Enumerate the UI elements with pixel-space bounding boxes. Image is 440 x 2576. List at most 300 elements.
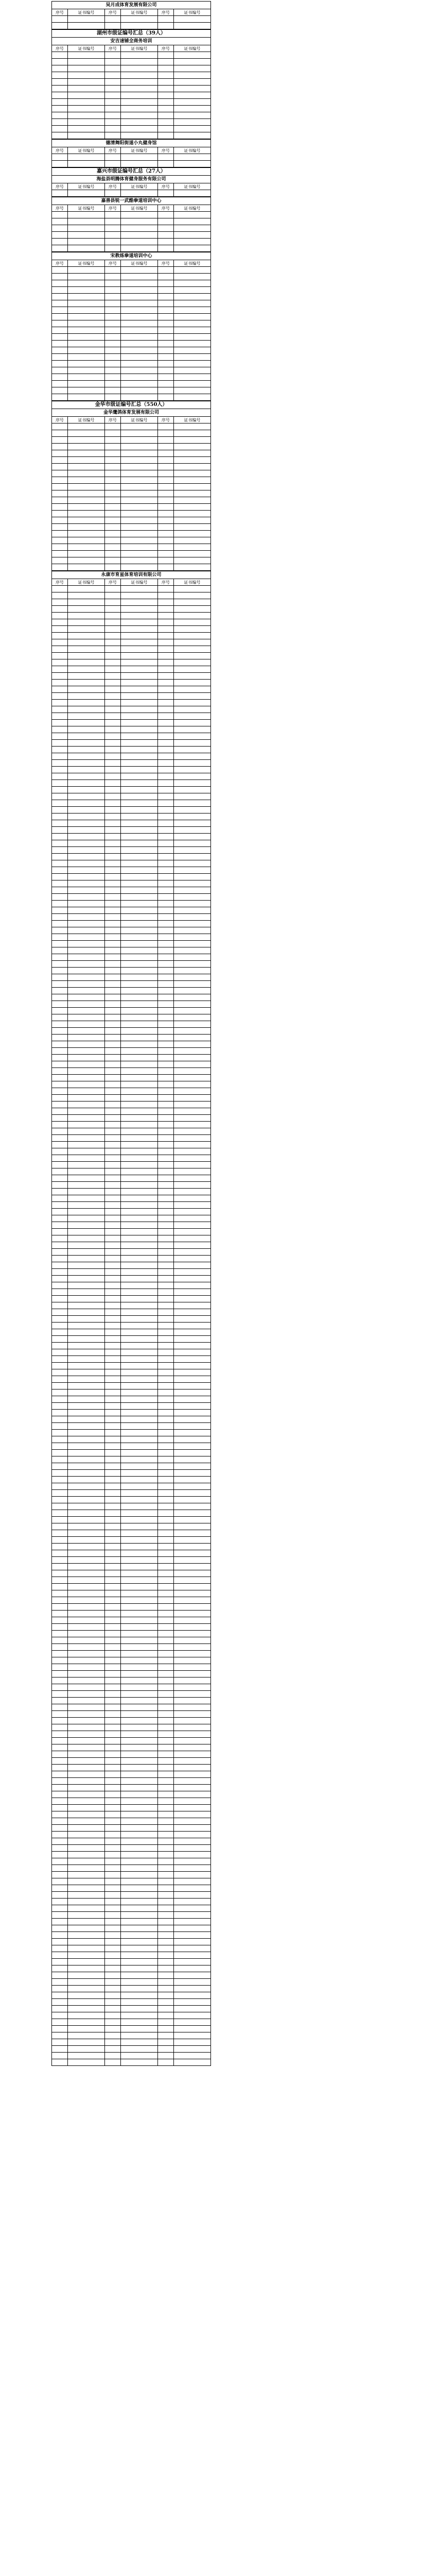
certificate-number bbox=[173, 1765, 210, 1771]
row-number bbox=[157, 484, 173, 490]
row-number bbox=[52, 700, 68, 706]
row-number bbox=[52, 1791, 68, 1798]
certificate-number bbox=[120, 894, 157, 901]
row-number bbox=[52, 1825, 68, 1832]
certificate-number bbox=[173, 86, 210, 92]
row-number bbox=[52, 1115, 68, 1122]
table-row bbox=[52, 2006, 211, 2012]
row-number bbox=[157, 1932, 173, 1939]
row-number bbox=[157, 347, 173, 354]
certificate-number bbox=[173, 1691, 210, 1698]
row-number bbox=[104, 2046, 120, 2053]
table-row bbox=[52, 1383, 211, 1389]
row-number bbox=[104, 1202, 120, 1209]
certificate-number bbox=[120, 1490, 157, 1497]
certificate-number bbox=[120, 450, 157, 457]
table-header-row bbox=[52, 9, 211, 16]
certificate-number bbox=[67, 1925, 104, 1932]
row-number bbox=[157, 374, 173, 381]
certificate-number bbox=[67, 387, 104, 394]
certificate-number bbox=[173, 1276, 210, 1282]
row-number bbox=[157, 1899, 173, 1905]
row-number bbox=[104, 119, 120, 126]
certificate-number bbox=[173, 1617, 210, 1624]
row-number bbox=[104, 1698, 120, 1704]
row-number bbox=[104, 511, 120, 517]
certificate-number bbox=[67, 504, 104, 511]
certificate-number bbox=[67, 1309, 104, 1316]
row-number bbox=[52, 1570, 68, 1577]
column-header-no: 序号 bbox=[52, 205, 68, 212]
table-row bbox=[52, 1731, 211, 1738]
row-number bbox=[104, 1517, 120, 1523]
certificate-number bbox=[67, 1349, 104, 1356]
certificate-number bbox=[67, 1202, 104, 1209]
table-row bbox=[52, 161, 211, 167]
row-number bbox=[157, 1490, 173, 1497]
certificate-number bbox=[120, 1631, 157, 1637]
table-row bbox=[52, 367, 211, 374]
row-number bbox=[52, 464, 68, 470]
certificate-number bbox=[67, 1115, 104, 1122]
certificate-number bbox=[173, 212, 210, 218]
certificate-number bbox=[173, 274, 210, 280]
certificate-number bbox=[67, 470, 104, 477]
certificate-number bbox=[120, 1202, 157, 1209]
certificate-number bbox=[120, 341, 157, 347]
certificate-number bbox=[173, 1738, 210, 1744]
row-number bbox=[52, 274, 68, 280]
certificate-number bbox=[120, 564, 157, 571]
certificate-number bbox=[67, 1289, 104, 1296]
certificate-number bbox=[67, 1811, 104, 1818]
certificate-number bbox=[67, 1450, 104, 1456]
row-number bbox=[52, 1242, 68, 1249]
row-number bbox=[157, 1651, 173, 1657]
table-row bbox=[52, 2046, 211, 2053]
certificate-number bbox=[67, 874, 104, 880]
certificate-number bbox=[67, 1041, 104, 1048]
row-number bbox=[157, 2039, 173, 2046]
row-number bbox=[157, 793, 173, 800]
certificate-number bbox=[67, 1899, 104, 1905]
row-number bbox=[157, 1148, 173, 1155]
row-number bbox=[157, 726, 173, 733]
row-number bbox=[157, 1617, 173, 1624]
certificate-number bbox=[120, 1684, 157, 1691]
certificate-number bbox=[173, 666, 210, 673]
certificate-number bbox=[120, 1329, 157, 1336]
certificate-number bbox=[173, 619, 210, 626]
row-number bbox=[52, 23, 68, 29]
certificate-number bbox=[67, 1403, 104, 1410]
certificate-number bbox=[120, 354, 157, 361]
certificate-number bbox=[173, 1416, 210, 1423]
certificate-number bbox=[67, 1035, 104, 1041]
certificate-number bbox=[173, 544, 210, 551]
certificate-number bbox=[67, 1269, 104, 1276]
table-row bbox=[52, 807, 211, 814]
certificate-number bbox=[173, 1758, 210, 1765]
row-number bbox=[52, 1142, 68, 1148]
certificate-number bbox=[120, 1724, 157, 1731]
row-number bbox=[157, 1517, 173, 1523]
certificate-number bbox=[120, 1456, 157, 1463]
row-number bbox=[52, 1302, 68, 1309]
certificate-number bbox=[173, 126, 210, 132]
table-row bbox=[52, 1510, 211, 1517]
certificate-number bbox=[67, 1122, 104, 1128]
row-number bbox=[52, 1296, 68, 1302]
row-number bbox=[104, 1611, 120, 1617]
certificate-number bbox=[67, 1932, 104, 1939]
certificate-number bbox=[120, 1564, 157, 1570]
certificate-number bbox=[67, 880, 104, 887]
table-row bbox=[52, 1055, 211, 1061]
row-number bbox=[157, 239, 173, 245]
certificate-number bbox=[67, 633, 104, 639]
certificate-number bbox=[173, 1483, 210, 1490]
row-number bbox=[157, 807, 173, 814]
certificate-number bbox=[173, 659, 210, 666]
certificate-number bbox=[67, 773, 104, 780]
table-row bbox=[52, 1122, 211, 1128]
row-number bbox=[104, 1711, 120, 1718]
row-number bbox=[104, 1617, 120, 1624]
certificate-number bbox=[67, 673, 104, 680]
row-number bbox=[104, 232, 120, 239]
certificate-number bbox=[120, 720, 157, 726]
certificate-number bbox=[173, 2026, 210, 2032]
certificate-number bbox=[67, 827, 104, 834]
row-number bbox=[157, 381, 173, 387]
certificate-number bbox=[120, 52, 157, 59]
certificate-number bbox=[120, 1912, 157, 1919]
certificate-number bbox=[67, 1048, 104, 1055]
row-number bbox=[52, 1229, 68, 1235]
row-number bbox=[52, 1965, 68, 1972]
certificate-number bbox=[173, 1805, 210, 1811]
certificate-number bbox=[67, 968, 104, 974]
row-number bbox=[52, 354, 68, 361]
row-number bbox=[104, 1249, 120, 1256]
row-number bbox=[104, 1182, 120, 1189]
row-number bbox=[52, 1055, 68, 1061]
row-number bbox=[52, 834, 68, 840]
table-row bbox=[52, 1075, 211, 1081]
row-number bbox=[104, 1651, 120, 1657]
table-row bbox=[52, 300, 211, 307]
row-number bbox=[104, 354, 120, 361]
row-number bbox=[52, 887, 68, 894]
row-number bbox=[104, 1483, 120, 1490]
row-number bbox=[52, 551, 68, 557]
row-number bbox=[52, 981, 68, 988]
certificate-number bbox=[120, 680, 157, 686]
row-number bbox=[52, 1336, 68, 1343]
certificate-number bbox=[67, 1463, 104, 1470]
certificate-number bbox=[67, 1081, 104, 1088]
certificate-number bbox=[67, 1256, 104, 1262]
row-number bbox=[104, 1229, 120, 1235]
certificate-number bbox=[173, 1396, 210, 1403]
certificate-number bbox=[120, 1550, 157, 1557]
certificate-number bbox=[173, 840, 210, 847]
certificate-number bbox=[173, 773, 210, 780]
table-row bbox=[52, 1108, 211, 1115]
certificate-number bbox=[67, 1168, 104, 1175]
certificate-number bbox=[120, 374, 157, 381]
row-number bbox=[104, 239, 120, 245]
certificate-number bbox=[120, 1242, 157, 1249]
certificate-number bbox=[120, 225, 157, 232]
row-number bbox=[157, 1463, 173, 1470]
certificate-number bbox=[173, 23, 210, 29]
certificate-number bbox=[173, 1349, 210, 1356]
certificate-number bbox=[67, 1162, 104, 1168]
certificate-number bbox=[120, 1336, 157, 1343]
certificate-number bbox=[120, 132, 157, 139]
row-number bbox=[52, 212, 68, 218]
row-number bbox=[104, 2039, 120, 2046]
certificate-number bbox=[120, 1363, 157, 1369]
certificate-number bbox=[120, 1189, 157, 1195]
row-number bbox=[104, 23, 120, 29]
row-number bbox=[157, 557, 173, 564]
certificate-number bbox=[120, 1852, 157, 1858]
row-number bbox=[104, 1684, 120, 1691]
certificate-number bbox=[173, 1262, 210, 1269]
certificate-number bbox=[120, 1497, 157, 1503]
certificate-number bbox=[120, 1323, 157, 1329]
row-number bbox=[52, 1577, 68, 1584]
table-row bbox=[52, 666, 211, 673]
row-number bbox=[52, 1436, 68, 1443]
row-number bbox=[157, 947, 173, 954]
column-header-cert: 证书编号 bbox=[67, 45, 104, 52]
certificate-number bbox=[67, 1791, 104, 1798]
certificate-number bbox=[67, 921, 104, 927]
table-row bbox=[52, 1523, 211, 1530]
row-number bbox=[157, 1965, 173, 1972]
table-row bbox=[52, 1671, 211, 1677]
certificate-number bbox=[173, 1182, 210, 1189]
row-number bbox=[157, 477, 173, 484]
certificate-number bbox=[120, 1249, 157, 1256]
certificate-number bbox=[67, 1872, 104, 1878]
certificate-number bbox=[67, 1939, 104, 1945]
certificate-number bbox=[173, 1323, 210, 1329]
certificate-number bbox=[67, 450, 104, 457]
row-number bbox=[104, 2026, 120, 2032]
certificate-number bbox=[173, 1142, 210, 1148]
row-number bbox=[157, 320, 173, 327]
row-number bbox=[52, 659, 68, 666]
row-number bbox=[104, 1048, 120, 1055]
row-number bbox=[104, 1336, 120, 1343]
row-number bbox=[52, 780, 68, 787]
row-number bbox=[157, 961, 173, 968]
table-row bbox=[52, 840, 211, 847]
certificate-number bbox=[173, 1992, 210, 1999]
row-number bbox=[104, 544, 120, 551]
certificate-number bbox=[173, 1651, 210, 1657]
certificate-number bbox=[173, 1035, 210, 1041]
row-number bbox=[104, 1744, 120, 1751]
certificate-number bbox=[173, 537, 210, 544]
row-number bbox=[104, 659, 120, 666]
row-number bbox=[104, 1865, 120, 1872]
certificate-number bbox=[120, 1858, 157, 1865]
row-number bbox=[52, 1999, 68, 2006]
certificate-number bbox=[173, 1289, 210, 1296]
row-number bbox=[52, 1698, 68, 1704]
row-number bbox=[104, 334, 120, 341]
certificate-number bbox=[120, 212, 157, 218]
certificate-number bbox=[173, 99, 210, 106]
certificate-number bbox=[120, 1122, 157, 1128]
certificate-number bbox=[67, 1657, 104, 1664]
row-number bbox=[157, 112, 173, 119]
table-row bbox=[52, 673, 211, 680]
table-row bbox=[52, 613, 211, 619]
certificate-number bbox=[173, 1302, 210, 1309]
row-number bbox=[104, 1932, 120, 1939]
row-number bbox=[157, 106, 173, 112]
certificate-number bbox=[120, 1209, 157, 1215]
row-number bbox=[157, 1878, 173, 1885]
row-number bbox=[52, 1611, 68, 1617]
row-number bbox=[157, 1396, 173, 1403]
row-number bbox=[104, 381, 120, 387]
certificate-number bbox=[67, 733, 104, 740]
certificate-number bbox=[120, 988, 157, 994]
row-number bbox=[104, 1289, 120, 1296]
table-row bbox=[52, 511, 211, 517]
table-row bbox=[52, 470, 211, 477]
table-row bbox=[52, 626, 211, 633]
certificate-number bbox=[67, 119, 104, 126]
row-number bbox=[52, 267, 68, 274]
table-row bbox=[52, 592, 211, 599]
row-number bbox=[104, 504, 120, 511]
certificate-number bbox=[120, 947, 157, 954]
certificate-number bbox=[120, 274, 157, 280]
row-number bbox=[104, 1785, 120, 1791]
certificate-number bbox=[120, 1142, 157, 1148]
table-row bbox=[52, 1209, 211, 1215]
certificate-number bbox=[173, 1986, 210, 1992]
certificate-number bbox=[120, 1396, 157, 1403]
table-row bbox=[52, 154, 211, 161]
certificate-number bbox=[67, 1972, 104, 1979]
row-number bbox=[104, 477, 120, 484]
certificate-number bbox=[120, 1108, 157, 1115]
certificate-number bbox=[120, 673, 157, 680]
row-number bbox=[104, 1590, 120, 1597]
row-number bbox=[52, 713, 68, 720]
table-row bbox=[52, 245, 211, 252]
certificate-number bbox=[67, 907, 104, 914]
row-number bbox=[157, 820, 173, 827]
row-number bbox=[52, 470, 68, 477]
certificate-number bbox=[173, 1497, 210, 1503]
table-row bbox=[52, 1202, 211, 1209]
row-number bbox=[52, 760, 68, 767]
row-number bbox=[157, 437, 173, 444]
certificate-number bbox=[120, 1517, 157, 1523]
certificate-number bbox=[120, 531, 157, 537]
row-number bbox=[52, 1939, 68, 1945]
certificate-number bbox=[120, 457, 157, 464]
table-row bbox=[52, 464, 211, 470]
certificate-number bbox=[173, 1811, 210, 1818]
column-header-no: 序号 bbox=[104, 205, 120, 212]
row-number bbox=[104, 517, 120, 524]
row-number bbox=[157, 1456, 173, 1463]
row-number bbox=[157, 646, 173, 653]
certificate-number bbox=[173, 504, 210, 511]
table-row bbox=[52, 1443, 211, 1450]
table-row bbox=[52, 1503, 211, 1510]
table-row bbox=[52, 780, 211, 787]
table-row bbox=[52, 132, 211, 139]
row-number bbox=[157, 814, 173, 820]
row-number bbox=[52, 1323, 68, 1329]
table-row bbox=[52, 341, 211, 347]
row-number bbox=[157, 551, 173, 557]
table-row bbox=[52, 1336, 211, 1343]
certificate-number bbox=[67, 484, 104, 490]
row-number bbox=[104, 99, 120, 106]
certificate-number bbox=[173, 2032, 210, 2039]
row-number bbox=[52, 1148, 68, 1155]
row-number bbox=[104, 367, 120, 374]
row-number bbox=[104, 314, 120, 320]
certificate-number bbox=[67, 1222, 104, 1229]
row-number bbox=[157, 1497, 173, 1503]
certificate-number bbox=[173, 225, 210, 232]
certificate-number bbox=[173, 1242, 210, 1249]
certificate-number bbox=[67, 1744, 104, 1751]
row-number bbox=[157, 1718, 173, 1724]
row-number bbox=[52, 161, 68, 167]
certificate-number bbox=[120, 544, 157, 551]
table-row bbox=[52, 564, 211, 571]
table-row bbox=[52, 1744, 211, 1751]
column-header-no: 序号 bbox=[157, 147, 173, 154]
certificate-number bbox=[173, 1899, 210, 1905]
row-number bbox=[157, 619, 173, 626]
row-number bbox=[104, 341, 120, 347]
certificate-number bbox=[173, 1858, 210, 1865]
table-row bbox=[52, 2012, 211, 2019]
certificate-number bbox=[120, 1316, 157, 1323]
certificate-number bbox=[67, 1195, 104, 1202]
table-row bbox=[52, 1798, 211, 1805]
row-number bbox=[104, 807, 120, 814]
section-title: 嘉兴市级证编号汇总（27人） bbox=[51, 167, 211, 175]
row-number bbox=[52, 1456, 68, 1463]
row-number bbox=[104, 1095, 120, 1101]
table-row bbox=[52, 16, 211, 23]
certificate-number bbox=[173, 1510, 210, 1517]
certificate-number bbox=[173, 437, 210, 444]
row-number bbox=[104, 490, 120, 497]
row-number bbox=[157, 1979, 173, 1986]
certificate-number bbox=[120, 444, 157, 450]
row-number bbox=[104, 767, 120, 773]
